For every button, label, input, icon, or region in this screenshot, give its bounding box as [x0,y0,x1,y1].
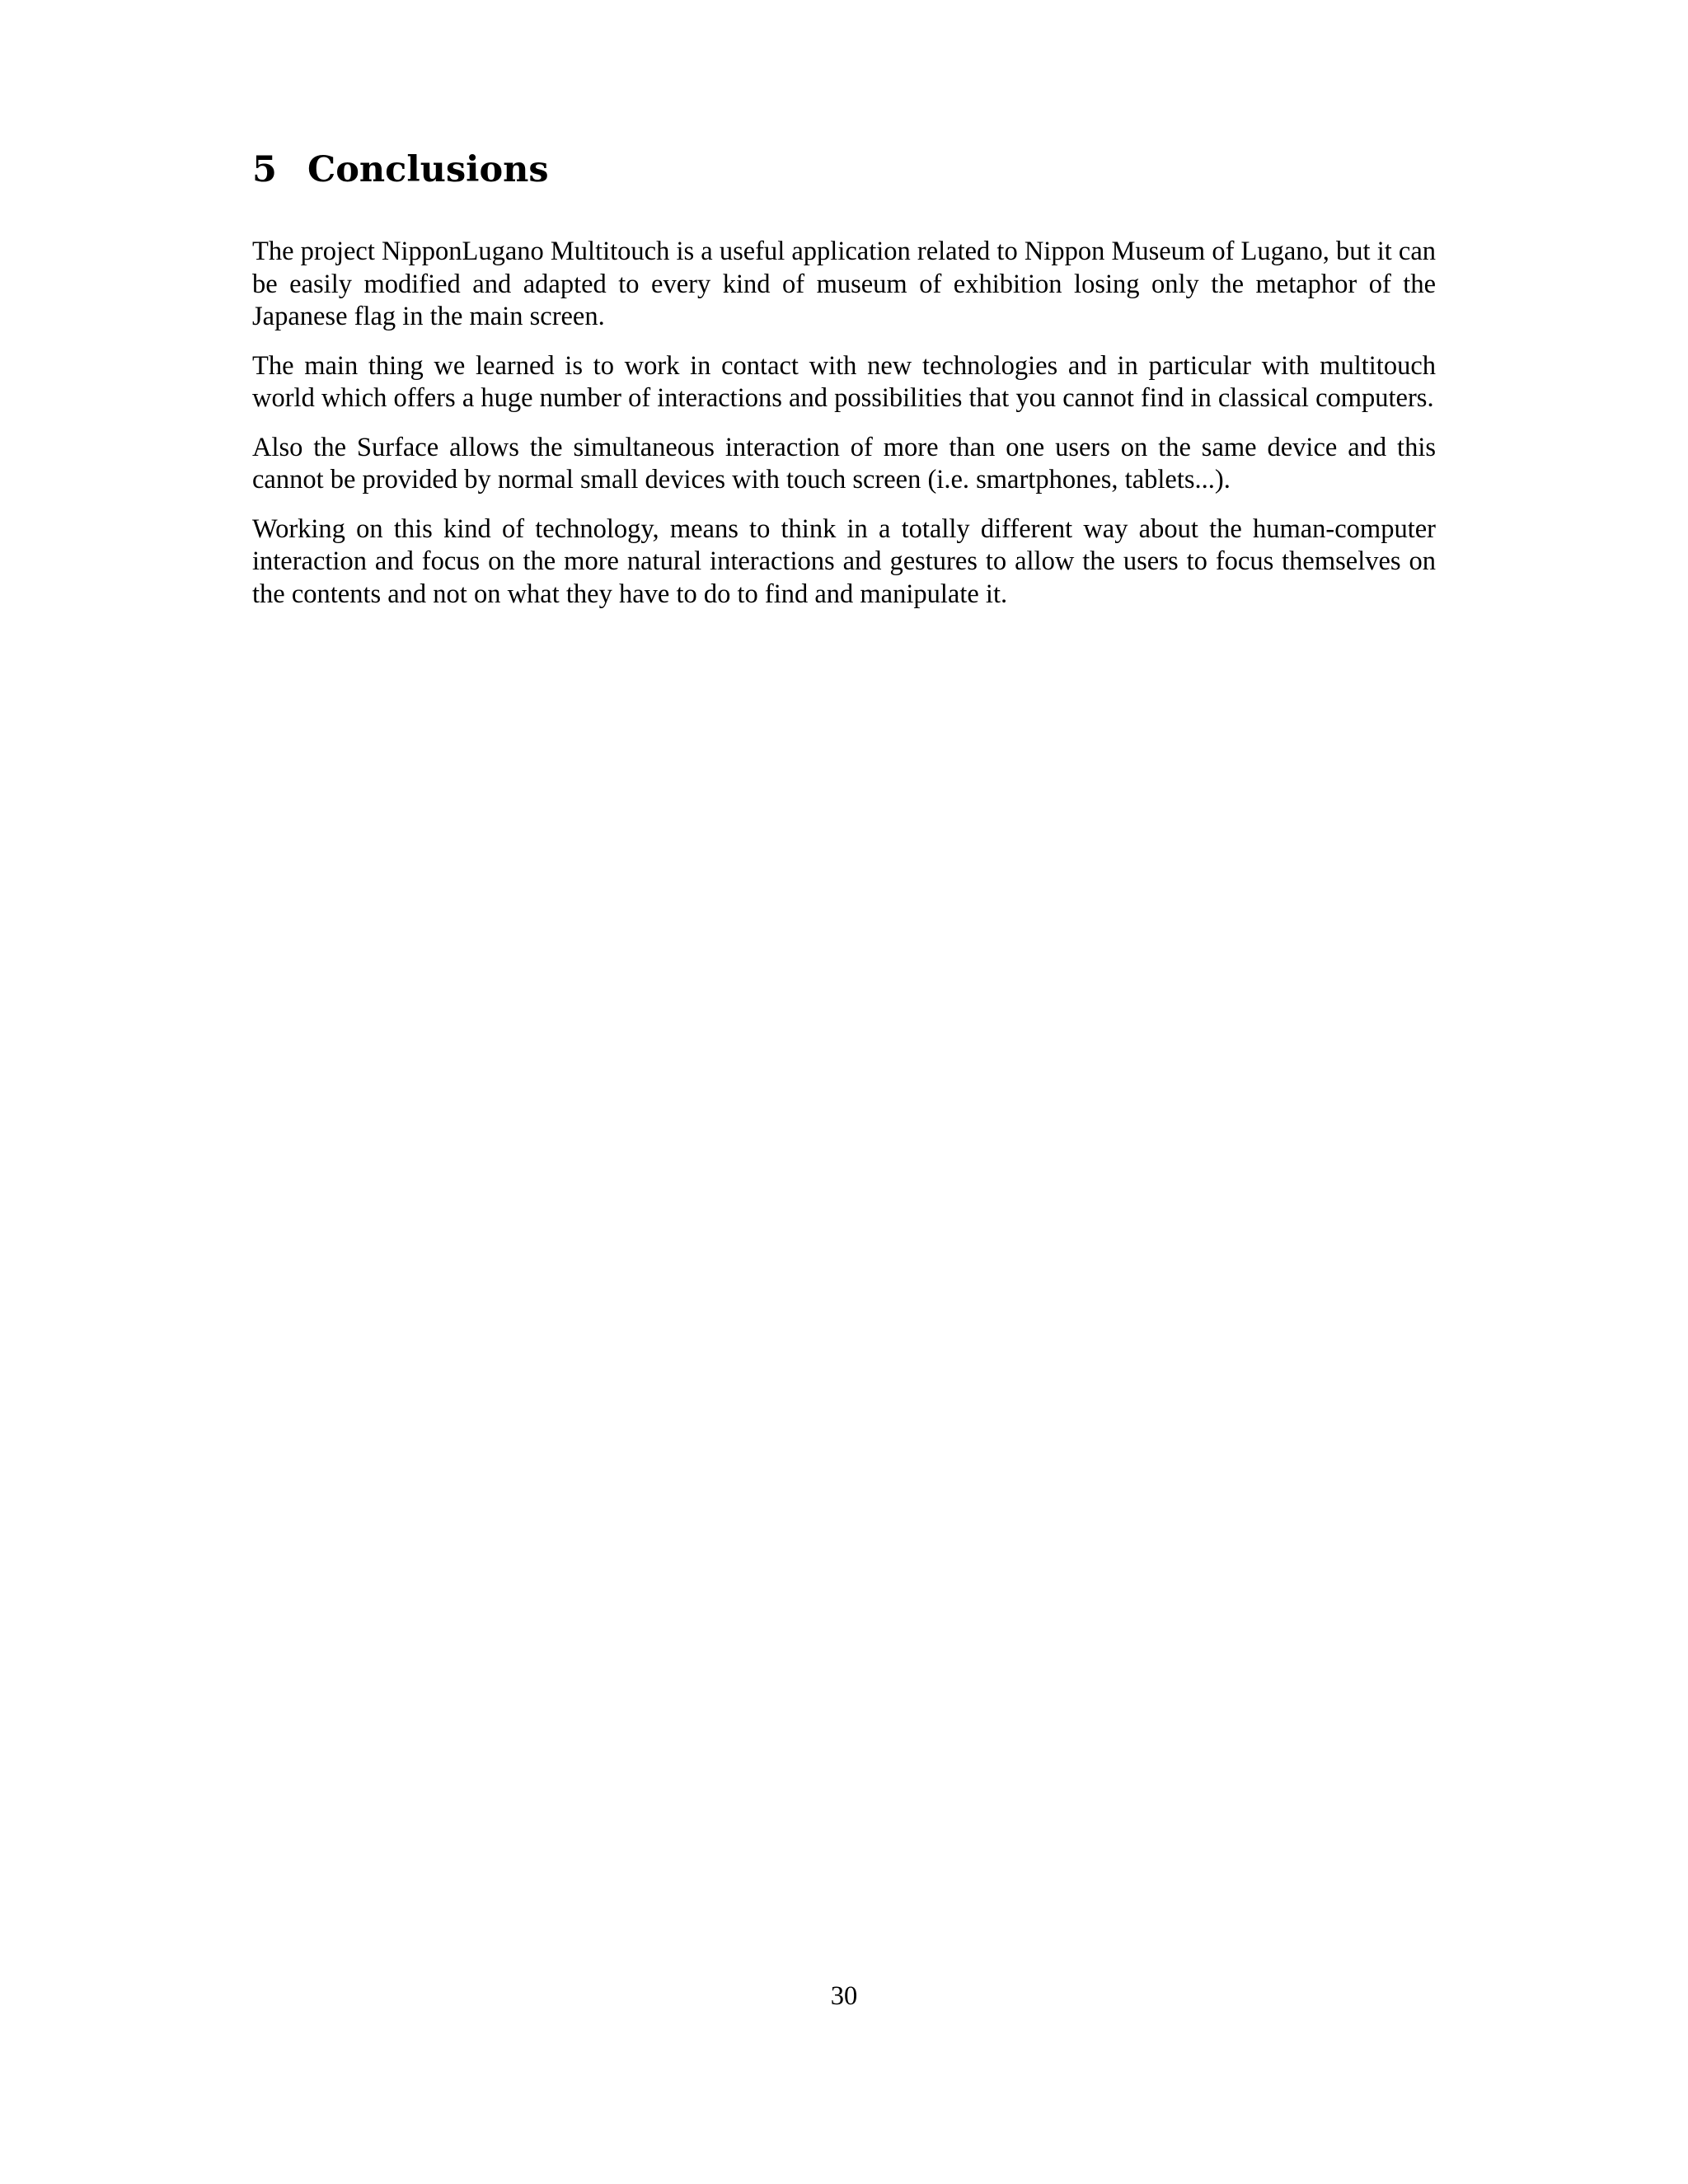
paragraph: The project NipponLugano Multitouch is a useful application related to Nippon Museum of Lugano, but it can be easily modified and adapted to every kind of museum of exhibition losing only the metaphor of the Japanese flag in the main screen. [252,237,1436,331]
page-number: 30 [830,1981,858,2011]
section-title: Conclusions [307,149,549,190]
paragraph: Working on this kind of technology, means to think in a totally different way about the human-computer interaction and focus on the more natural interactions and gestures to allow the users to focus themselves on the contents and not on what they have to do to find and manipulate it. [252,513,1436,609]
section-heading [252,145,1436,194]
page-content [252,145,1436,609]
paragraph: Also the Surface allows the simultaneous interaction of more than one users on the same device and this cannot be provided by normal small devices with touch screen (i.e. smartphones, tablets...). [252,432,1436,494]
section-body [252,236,1436,627]
section-number: 5 [252,149,277,190]
paragraph: The main thing we learned is to work in contact with new technologies and in particular with multitouch world which offers a huge number of interactions and possibilities that you cannot find in classical computers. [252,350,1436,413]
